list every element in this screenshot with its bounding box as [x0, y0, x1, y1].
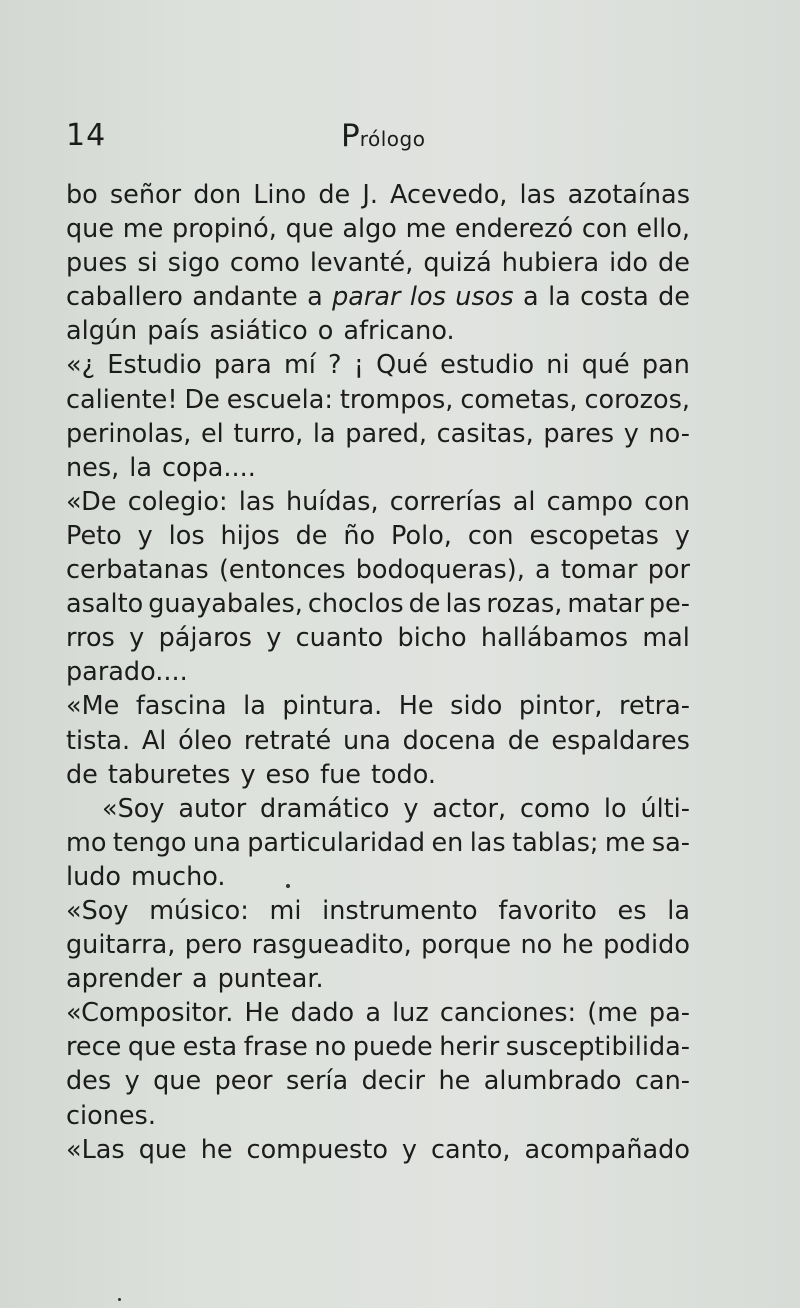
- page-number: 14: [66, 118, 107, 153]
- print-speck: [286, 884, 290, 888]
- word: rasgueadito,: [251, 930, 412, 961]
- word: guitarra,: [66, 930, 176, 961]
- word: bicho: [397, 623, 467, 654]
- text-line: [66, 314, 690, 348]
- word: fue: [320, 759, 361, 790]
- word: matar: [567, 589, 644, 620]
- word: «De: [66, 486, 117, 517]
- word: susceptibilida-: [505, 1032, 690, 1063]
- word: por: [647, 555, 690, 586]
- word: con: [644, 486, 690, 517]
- running-head-text: Prólogo: [341, 118, 426, 154]
- word: africano.: [343, 316, 455, 347]
- word: mí: [283, 350, 316, 381]
- word: pero: [184, 930, 243, 961]
- word: todo.: [370, 759, 436, 790]
- word: al: [512, 486, 536, 517]
- word: no: [314, 1032, 347, 1063]
- word: retra-: [619, 691, 690, 722]
- word: (entonces: [218, 555, 346, 586]
- word: últi-: [640, 793, 690, 824]
- word: andante: [192, 282, 298, 313]
- word: don: [193, 180, 242, 210]
- word: compuesto: [246, 1134, 388, 1165]
- word: rros: [66, 623, 115, 654]
- word: escuela:: [226, 384, 333, 415]
- word: estudio: [440, 350, 535, 381]
- word: o: [317, 316, 334, 347]
- text-line: [66, 689, 690, 723]
- text-line: [66, 519, 690, 553]
- word: para: [213, 350, 272, 381]
- word: espaldares: [551, 725, 690, 756]
- word: rozas,: [486, 589, 563, 620]
- word: pintura.: [282, 691, 383, 722]
- word: una: [192, 827, 241, 858]
- text-line: [66, 928, 690, 962]
- word: con: [467, 520, 514, 551]
- word: pares: [543, 418, 615, 449]
- text-line: [66, 655, 690, 689]
- word: Lino: [253, 180, 307, 210]
- word: podido: [603, 930, 690, 961]
- word: a: [191, 964, 208, 995]
- word: y: [124, 1066, 140, 1097]
- text-line: [66, 417, 690, 451]
- word: Estudio: [107, 350, 202, 381]
- word: herir: [439, 1032, 500, 1063]
- word: tista.: [66, 725, 131, 756]
- word: y: [129, 623, 145, 654]
- word: can-: [634, 1066, 690, 1097]
- text-line: [66, 485, 690, 519]
- word: «Compositor.: [66, 998, 234, 1029]
- word: que: [285, 214, 334, 245]
- word: rece: [66, 1032, 122, 1063]
- word: no: [520, 930, 553, 961]
- word: una: [342, 725, 391, 756]
- text-line: [66, 894, 690, 928]
- word: caliente!: [66, 384, 178, 415]
- word: mal: [642, 623, 690, 654]
- word: asalto: [66, 589, 144, 620]
- text-line: [66, 451, 690, 485]
- word: guayabales,: [148, 589, 303, 620]
- word: músico:: [149, 895, 249, 926]
- word: ?: [328, 350, 342, 381]
- word: parado....: [66, 657, 188, 688]
- word: que: [153, 1066, 202, 1097]
- word: sería: [285, 1066, 349, 1097]
- word: Acevedo,: [390, 180, 508, 210]
- word: me: [405, 214, 447, 245]
- text-line: [66, 724, 690, 758]
- word: de: [318, 180, 351, 210]
- word: pan: [641, 350, 690, 381]
- word: asiático: [209, 316, 308, 347]
- word: bodoqueras),: [355, 555, 525, 586]
- word: alumbrado: [483, 1066, 622, 1097]
- word: los: [409, 282, 446, 313]
- word: He: [244, 998, 280, 1029]
- word: país: [147, 316, 200, 347]
- word: algo: [342, 214, 397, 245]
- word: esta: [182, 1032, 238, 1063]
- word: ludo: [66, 861, 122, 892]
- word: ño: [343, 520, 376, 551]
- word: (me: [587, 998, 638, 1029]
- word: de: [408, 589, 441, 620]
- word: sa-: [651, 827, 690, 858]
- word: de: [658, 248, 690, 279]
- text-line: [66, 1030, 690, 1064]
- word: enderezó: [454, 214, 574, 245]
- word: nes,: [66, 452, 120, 483]
- word: favorito: [498, 895, 597, 926]
- word: algún: [66, 316, 138, 347]
- word: y: [266, 623, 282, 654]
- text-line: [66, 996, 690, 1030]
- word: luz: [392, 998, 429, 1029]
- text-line: [66, 758, 690, 792]
- word: de: [295, 520, 328, 551]
- word: tomar: [560, 555, 638, 586]
- word: correrías: [389, 486, 502, 517]
- word: choclos: [307, 589, 404, 620]
- word: he: [200, 1134, 233, 1165]
- word: «Soy: [66, 895, 129, 926]
- word: y: [240, 759, 256, 790]
- word: aprender: [66, 964, 182, 995]
- word: como: [229, 248, 300, 279]
- word: y: [137, 520, 153, 551]
- word: los: [168, 520, 205, 551]
- word: lo: [603, 793, 627, 824]
- word: cerbatanas: [66, 555, 209, 586]
- word: pintor,: [518, 691, 603, 722]
- word: campo: [546, 486, 633, 517]
- word: ciones.: [66, 1100, 156, 1131]
- word: la: [243, 691, 266, 722]
- word: bo: [66, 180, 98, 210]
- text-line: [66, 826, 690, 860]
- word: corozos,: [584, 384, 690, 415]
- text-line: [66, 178, 690, 212]
- word: frase: [243, 1032, 308, 1063]
- text-line: [66, 348, 690, 382]
- word: de: [66, 759, 98, 790]
- word: tengo: [112, 827, 187, 858]
- text-line: [66, 621, 690, 655]
- word: porque: [421, 930, 512, 961]
- word: cuanto: [295, 623, 384, 654]
- word: acompañado: [524, 1134, 690, 1165]
- body-text: [66, 178, 690, 1167]
- text-line: [66, 246, 690, 280]
- word: mo: [66, 827, 107, 858]
- text-line: [66, 587, 690, 621]
- word: si: [137, 248, 158, 279]
- text-line: [66, 1133, 690, 1167]
- word: dado: [290, 998, 355, 1029]
- word: de: [658, 282, 690, 313]
- word: señor: [109, 180, 182, 210]
- word: He: [398, 691, 434, 722]
- word: puede: [352, 1032, 433, 1063]
- word: ni: [546, 350, 570, 381]
- word: autor: [178, 793, 247, 824]
- word: el: [200, 418, 224, 449]
- word: la: [312, 418, 336, 449]
- word: a: [523, 282, 539, 313]
- word: he: [561, 930, 594, 961]
- word: parar: [332, 282, 401, 313]
- word: particularidad: [247, 827, 426, 858]
- word: ello,: [636, 214, 690, 245]
- word: mucho.: [131, 861, 226, 892]
- word: como: [519, 793, 591, 824]
- word: a: [307, 282, 323, 313]
- word: «Las: [66, 1134, 125, 1165]
- word: canciones:: [439, 998, 577, 1029]
- word: peor: [214, 1066, 273, 1097]
- word: y: [623, 418, 639, 449]
- word: J.: [362, 180, 378, 210]
- text-line: [66, 280, 690, 314]
- word: azotaínas: [567, 180, 690, 210]
- word: óleo: [178, 725, 233, 756]
- word: caballero: [66, 282, 183, 313]
- word: dramático: [260, 793, 390, 824]
- print-speck: [118, 1298, 121, 1301]
- word: con: [581, 214, 628, 245]
- word: Qué: [376, 350, 428, 381]
- word: ¡: [353, 350, 364, 381]
- word: la: [667, 895, 690, 926]
- word: hubiera: [501, 248, 600, 279]
- word: y: [401, 1134, 417, 1165]
- word: fascina: [135, 691, 227, 722]
- word: des: [66, 1066, 112, 1097]
- word: las: [238, 486, 275, 517]
- word: las: [445, 589, 482, 620]
- word: sido: [450, 691, 503, 722]
- word: perinolas,: [66, 418, 192, 449]
- word: actor,: [432, 793, 507, 824]
- word: he: [438, 1066, 471, 1097]
- word: eso: [265, 759, 311, 790]
- word: turro,: [233, 418, 304, 449]
- word: copa....: [161, 452, 256, 483]
- word: trompos,: [339, 384, 454, 415]
- word: «¿: [66, 350, 96, 381]
- word: «Soy: [102, 793, 165, 824]
- word: cometas,: [460, 384, 578, 415]
- text-line: [66, 1064, 690, 1098]
- word: las: [469, 827, 506, 858]
- word: levanté,: [309, 248, 414, 279]
- word: hijos: [220, 520, 280, 551]
- word: docena: [402, 725, 496, 756]
- word: ido: [609, 248, 649, 279]
- word: la: [548, 282, 571, 313]
- word: pared,: [345, 418, 427, 449]
- text-line: [66, 1099, 690, 1133]
- word: hallábamos: [480, 623, 629, 654]
- word: puntear.: [217, 964, 324, 995]
- word: propinó,: [172, 214, 277, 245]
- word: pues: [66, 248, 128, 279]
- text-line: [66, 553, 690, 587]
- text-line: [66, 860, 690, 894]
- word: quizá: [423, 248, 492, 279]
- word: escopetas: [529, 520, 659, 551]
- text-line: [66, 212, 690, 246]
- word: pájaros: [158, 623, 252, 654]
- word: pe-: [648, 589, 690, 620]
- word: instrumento: [322, 895, 478, 926]
- word: qué: [581, 350, 630, 381]
- word: que: [66, 214, 115, 245]
- word: canto,: [430, 1134, 511, 1165]
- word: la: [129, 452, 152, 483]
- word: pa-: [648, 998, 690, 1029]
- word: me: [604, 827, 646, 858]
- running-head: [341, 118, 425, 154]
- word: sigo: [167, 248, 220, 279]
- word: usos: [455, 282, 514, 313]
- word: que: [127, 1032, 176, 1063]
- word: no-: [648, 418, 690, 449]
- word: es: [617, 895, 647, 926]
- word: a: [535, 555, 551, 586]
- word: en: [431, 827, 464, 858]
- word: casitas,: [436, 418, 534, 449]
- word: de: [507, 725, 540, 756]
- word: taburetes: [107, 759, 231, 790]
- text-line: [66, 962, 690, 996]
- word: retraté: [243, 725, 332, 756]
- word: mi: [269, 895, 302, 926]
- word: «Me: [66, 691, 120, 722]
- word: huídas,: [285, 486, 379, 517]
- word: a: [365, 998, 381, 1029]
- word: Al: [141, 725, 167, 756]
- text-line: [66, 792, 690, 826]
- word: colegio:: [127, 486, 228, 517]
- word: Peto: [66, 520, 122, 551]
- word: me: [122, 214, 164, 245]
- word: las: [519, 180, 556, 210]
- word: y: [403, 793, 419, 824]
- word: Polo,: [391, 520, 452, 551]
- word: De: [184, 384, 220, 415]
- word: decir: [361, 1066, 426, 1097]
- word: tablas;: [512, 827, 599, 858]
- word: costa: [580, 282, 649, 313]
- text-line: [66, 383, 690, 417]
- word: que: [138, 1134, 187, 1165]
- word: y: [674, 520, 690, 551]
